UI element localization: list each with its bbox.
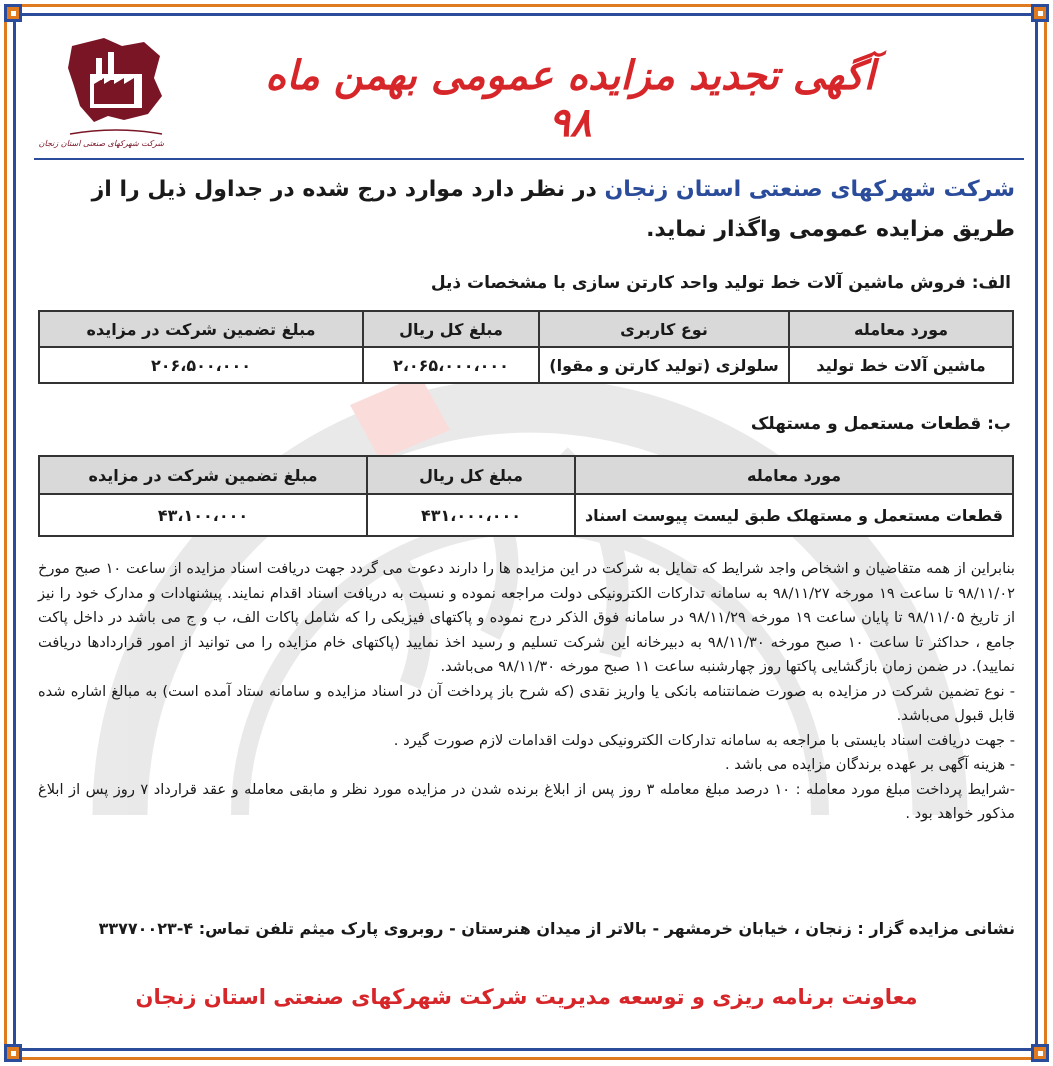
section-b-heading: ب: قطعات مستعمل و مستهلک — [750, 414, 1011, 434]
table-cell: ۲،۰۶۵،۰۰۰،۰۰۰ — [363, 347, 539, 383]
intro-text: در نظر دارد موارد درج شده در جداول ذیل را از طریق مزایده عمومی واگذار نماید. — [91, 177, 1015, 242]
conditions-text — [38, 557, 1015, 827]
table-cell: ۴۳۱،۰۰۰،۰۰۰ — [367, 494, 575, 536]
table-header: مبلغ تضمین شرکت در مزایده — [39, 456, 367, 494]
corner-ornament — [4, 1044, 22, 1062]
intro-paragraph — [40, 170, 1015, 250]
address-line: نشانی مزایده گزار : زنجان ، خیابان خرمشهر - بالاتر از میدان هنرستان - روبروی پارک میثم تلفن تماس: ۴-۳۳۷۷۰۰۲۳ — [98, 919, 1015, 938]
table-header: مبلغ تضمین شرکت در مزایده — [39, 311, 363, 347]
table-cell: ماشین آلات خط تولید — [789, 347, 1013, 383]
body-paragraph: -شرایط پرداخت مبلغ مورد معامله : ۱۰ درصد مبلغ معامله ۳ روز پس از ابلاغ برنده شدن در مزایده مورد نظر و مابقی معامله و عقد قرارداد ۷ روز پس از ابلاغ مذکور خواهد بود . — [38, 780, 1016, 822]
section-a-table — [38, 310, 1014, 384]
table-header: مبلغ کل ریال — [363, 311, 539, 347]
body-paragraph: - هزینه آگهی بر عهده برندگان مزایده می باشد . — [724, 756, 1015, 773]
corner-ornament — [1031, 1044, 1049, 1062]
table-cell: ۲۰۶،۵۰۰،۰۰۰ — [39, 347, 363, 383]
svg-text:شرکت شهرکهای صنعتی استان زنجان: شرکت شهرکهای صنعتی استان زنجان — [38, 139, 164, 148]
title-divider — [34, 158, 1024, 160]
table-header-row — [39, 456, 1013, 494]
table-row — [39, 347, 1013, 383]
body-paragraph: - جهت دریافت اسناد بایستی با مراجعه به سامانه تدارکات الکترونیکی دولت اقدامات لازم صورت گیرد . — [393, 731, 1015, 749]
table-cell: قطعات مستعمل و مستهلک طبق لیست پیوست اسناد — [575, 494, 1013, 536]
corner-ornament — [4, 4, 22, 22]
footer-signature: معاونت برنامه ریزی و توسعه مدیریت شرکت شهرکهای صنعتی استان زنجان — [135, 985, 918, 1009]
table-header: مبلغ کل ریال — [367, 456, 575, 494]
corner-ornament — [1031, 4, 1049, 22]
section-b-table — [38, 455, 1014, 537]
section-a-heading: الف: فروش ماشین آلات خط تولید واحد کارتن سازی با مشخصات ذیل — [430, 273, 1011, 293]
page-title: آگهی تجدید مزایده عمومی بهمن ماه ۹۸ — [265, 52, 875, 146]
table-row — [39, 494, 1013, 536]
table-cell: ۴۳،۱۰۰،۰۰۰ — [39, 494, 367, 536]
table-cell: سلولزی (تولید کارتن و مقوا) — [539, 347, 789, 383]
table-header: مورد معامله — [789, 311, 1013, 347]
company-logo — [38, 34, 168, 152]
table-header: نوع کاربری — [539, 311, 789, 347]
intro-company: شرکت شهرکهای صنعتی استان زنجان — [604, 177, 1015, 202]
table-header-row — [39, 311, 1013, 347]
body-paragraph: - نوع تضمین شرکت در مزایده به صورت ضمانتنامه بانکی یا واریز نقدی (که شرح باز پرداخت آن در اسناد مزایده و سامانه ستاد آمده است) به مبالغ اشاره شده قابل قبول می‌باشد. — [38, 682, 1015, 724]
table-header: مورد معامله — [575, 456, 1013, 494]
body-paragraph: بنابراین از همه متقاضیان و اشخاص واجد شرایط که تمایل به شرکت در این مزایده ها را دارند دعوت می گردد جهت دریافت اسناد مزایده از ساعت ۱۰ صبح مورخ ۹۸/۱۱/۰۲ تا ساعت ۱۹ مورخه ۹۸/۱۱/۲۷ به سامانه تدارکات الکترونیکی دولت مراجعه نموده و نسبت به دریافت اسناد اقدام نمایند. پیشنهادات و مدارک خود را نیز از تاریخ ۹۸/۱۱/۰۵ تا پایان ساعت ۱۹ مورخه ۹۸/۱۱/۲۹ در سامانه فوق الذکر درج نموده و پاکتهای فیزیکی را که شامل پاکات الف، ب و ج می باشد در داخل پاکت جامع ، حداکثر تا ساعت ۱۰ صبح مورخه ۹۸/۱۱/۳۰ به دبیرخانه این شرکت تسلیم و رسید اخذ نمایید (پاکتهای خام مزایده را می توانید از امور قراردادها دریافت نمایید). در ضمن زمان بازگشایی پاکتها روز چهارشنبه ساعت ۱۱ صبح مورخه ۹۸/۱۱/۳۰ می‌باشد. — [38, 560, 1016, 675]
